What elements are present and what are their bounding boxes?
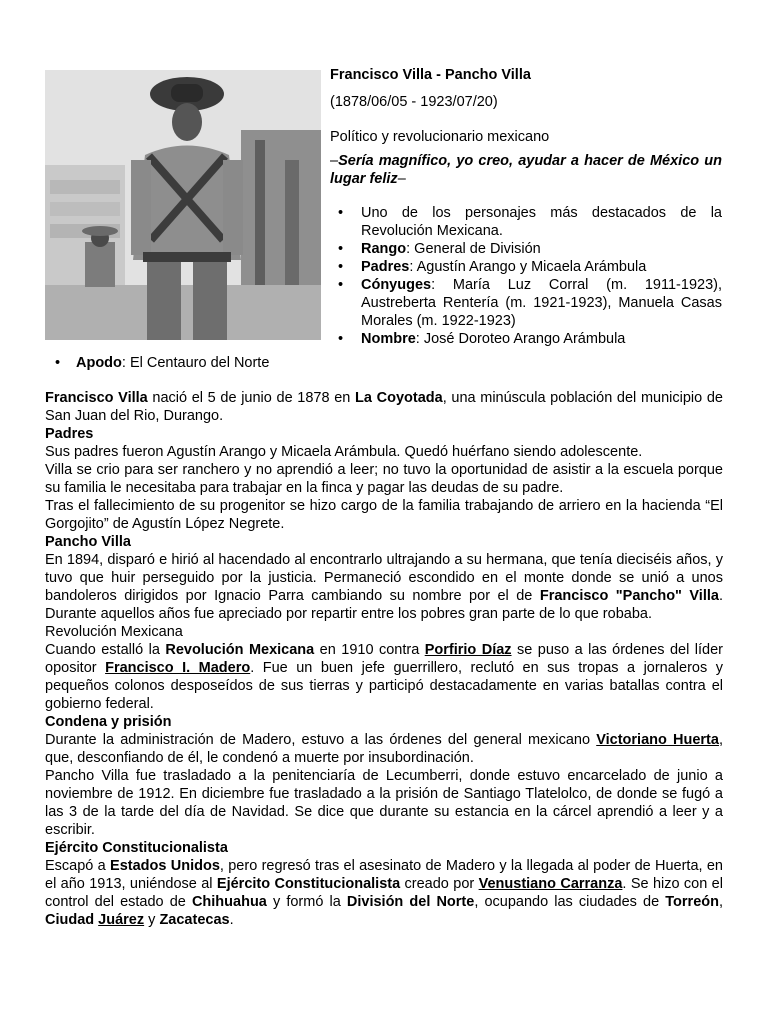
bio-text: en 1910 contra [314,642,425,658]
bio-text: . Fue un buen jefe guerrillero, reclutó en sus tropas a jornaleros y pequeños colonos desposeídos de sus tierras y participó destacadamente en varias batallas contra el gobierno federal. [45,660,723,712]
biography [45,389,723,929]
fact-text: : Agustín Arango y Micaela Arámbula [409,259,647,275]
fact-item [361,330,722,348]
bio-text: . Se hizo con el control del estado de [45,876,723,910]
bio-text: Cuando estalló la [45,642,166,658]
bio-text: , pero regresó tras el asesinato de Madero y la llegada al poder de Huerta, en el año 1913, uniéndose al [45,858,723,892]
link-francisco-madero[interactable]: Francisco I. Madero [105,660,251,676]
bio-text: , una minúscula población del municipio de San Juan del Rio, Durango. [45,390,723,424]
section-heading-ejercito: Ejército Constitucionalista [45,840,228,856]
fact-label: Rango [361,241,407,257]
bio-paragraph: Villa se crio para ser ranchero y no aprendió a leer; no tuvo la oportunidad de asistir a la escuela porque su familia le necesitaba para trabajar en la finca y pagar las deudas de su padre. [45,462,723,496]
bio-text: nació el 5 de junio de 1878 en [147,390,356,406]
page-title: Francisco Villa - Pancho Villa [330,67,531,83]
fact-item [361,258,722,276]
link-juarez[interactable]: Juárez [98,912,145,928]
bio-text: , que, desconfiando de él, le condenó a muerte por insubordinación. [45,732,723,766]
bio-paragraph [45,389,723,425]
fact-item [361,276,722,330]
quote-text: Sería magnífico, yo creo, ayudar a hacer de México un lugar feliz [330,153,722,187]
bio-alias: Francisco "Pancho" Villa [539,588,719,604]
section-heading-padres: Padres [45,426,94,442]
fact-label: Cónyuges [361,277,432,293]
role-line: Político y revolucionario mexicano [330,129,550,145]
nickname-text: : El Centauro del Norte [121,355,270,371]
bio-text: y formó la [266,894,347,910]
nickname-label: Apodo [76,355,122,371]
bio-text: y [144,912,160,928]
facts-list [330,204,722,348]
fact-text: : General de División [406,241,541,257]
bio-text: se puso a las órdenes del líder opositor [45,642,723,676]
bio-term: Ejército Constitucionalista [216,876,401,892]
nickname-item [76,354,356,372]
fact-text: Uno de los personajes más destacados de la Revolución Mexicana. [361,205,722,239]
bio-text: . [229,912,234,928]
bio-term: Chihuahua [191,894,267,910]
bio-text: En 1894, disparó e hirió al hacendado al encontrarlo ultrajando a su hermana, que tenía dieciséis años, y tuvo que huir perseguido por la justicia. Permaneció escondido en el monte donde se unió a unos bandoleros dirigidos por Ignacio Parra cambiando su nombre por el de [45,552,723,604]
portrait-illustration [45,70,321,340]
bio-paragraph [45,641,723,713]
fact-text: : María Luz Corral (m. 1911-1923), Austreberta Rentería (m. 1921-1923), Manuela Casas Morales (m. 1922-1923) [361,277,722,329]
bio-term: Estados Unidos [110,858,220,874]
bio-term: Revolución Mexicana [165,642,315,658]
section-heading-condena: Condena y prisión [45,714,172,730]
bio-paragraph: Pancho Villa fue trasladado a la penitenciaría de Lecumberri, donde estuvo encarcelado de junio a noviembre de 1912. En diciembre fue trasladado a la prisión de Santiago Tlatelolco, de donde se fugó a las 3 de la tarde del día de Navidad. Se dice que durante su estancia en la cárcel aprendió a leer y a escribir. [45,768,723,838]
bio-term: Ciudad [45,912,99,928]
bio-text: Durante la administración de Madero, estuvo a las órdenes del general mexicano [45,732,597,748]
bio-paragraph: Tras el fallecimiento de su progenitor se hizo cargo de la familia trabajando de arriero en la hacienda “El Gorgojito” de Agustín López Negrete. [45,498,723,532]
bio-text: , ocupando las ciudades de [474,894,666,910]
bio-name: Francisco Villa [45,390,148,406]
fact-text: : José Doroteo Arango Arámbula [415,331,626,347]
bio-term: Zacatecas [159,912,230,928]
fact-item [361,240,722,258]
fact-item [361,204,722,240]
bio-term: Torreón [665,894,719,910]
bio-text: , [718,894,723,910]
fact-label: Padres [361,259,410,275]
quote-open: – [330,153,339,169]
bio-paragraph: Sus padres fueron Agustín Arango y Micaela Arámbula. Quedó huérfano siendo adolescente. [45,444,643,460]
section-heading-revolucion: Revolución Mexicana [45,624,183,640]
link-porfirio-diaz[interactable]: Porfirio Díaz [424,642,512,658]
section-heading-pancho-villa: Pancho Villa [45,534,131,550]
bio-text: . Durante aquellos años fue apreciado por repartir entre los pobres gran parte de lo que robaba. [45,588,723,622]
fact-label: Nombre [361,331,416,347]
bio-paragraph [45,551,723,623]
bio-text: creado por [400,876,479,892]
link-venustiano-carranza[interactable]: Venustiano Carranza [478,876,623,892]
life-dates: (1878/06/05 - 1923/07/20) [330,94,498,110]
quote-close: – [397,171,406,187]
link-victoriano-huerta[interactable]: Victoriano Huerta [596,732,719,748]
bio-place: La Coyotada [355,390,443,406]
bio-term: División del Norte [346,894,475,910]
bio-paragraph [45,857,723,929]
bio-text: Escapó a [45,858,111,874]
quote [330,152,722,188]
intro-block [330,66,722,348]
portrait-photo [45,70,321,340]
bio-paragraph [45,731,723,767]
